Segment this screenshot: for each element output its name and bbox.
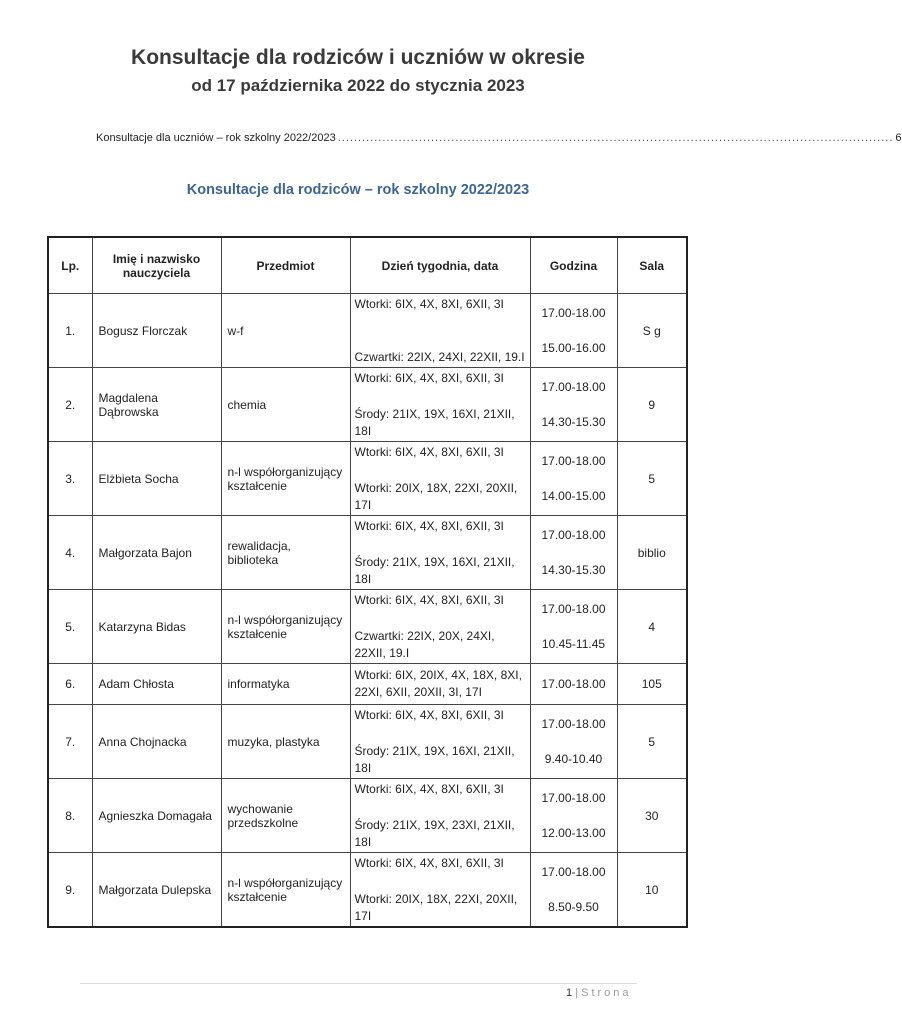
toc-dots: .........................................................................................................................................	[337, 132, 894, 144]
cell-hours	[530, 368, 617, 442]
cell-lp: 2.	[48, 368, 92, 442]
day-schedule: Wtorki: 6IX, 4X, 8XI, 6XII, 3I	[354, 707, 504, 722]
hour-range: 14.30-15.30	[541, 415, 606, 429]
section-heading: Konsultacje dla rodziców – rok szkolny 2022/2023	[186, 182, 530, 198]
table-row	[48, 853, 687, 928]
cell-hours	[530, 294, 617, 368]
footer-label: Strona	[581, 987, 632, 999]
cell-room: 9	[617, 368, 687, 442]
cell-days	[350, 294, 530, 368]
hour-range: 14.00-15.00	[541, 489, 606, 503]
cell-room: biblio	[617, 516, 687, 590]
hour-range: 17.00-18.00	[541, 306, 606, 320]
day-schedule: Wtorki: 6IX, 4X, 8XI, 6XII, 3I	[354, 518, 504, 533]
cell-subject: chemia	[221, 368, 350, 442]
hour-range: 17.00-18.00	[541, 528, 606, 542]
cell-teacher-name: Agnieszka Domagała	[92, 779, 221, 853]
cell-subject: rewalidacja, biblioteka	[221, 516, 350, 590]
cell-teacher-name: Adam Chłosta	[92, 664, 221, 705]
header-name: Imię i nazwisko nauczyciela	[92, 237, 221, 294]
header-room: Sala	[617, 237, 687, 294]
header-subject: Przedmiot	[221, 237, 350, 294]
cell-days	[350, 779, 530, 853]
page-subtitle: od 17 października 2022 do stycznia 2023	[191, 76, 525, 95]
cell-subject: informatyka	[221, 664, 350, 705]
cell-subject: wychowanie przedszkolne	[221, 779, 350, 853]
page-title: Konsultacje dla rodziców i uczniów w okresie	[131, 46, 585, 69]
day-schedule: Środy: 21IX, 19X, 16XI, 21XII, 18I	[354, 743, 515, 775]
day-schedule: Wtorki: 6IX, 4X, 8XI, 6XII, 3I	[354, 444, 504, 459]
cell-lp: 9.	[48, 853, 92, 928]
cell-days	[350, 516, 530, 590]
cell-teacher-name: Elżbieta Socha	[92, 442, 221, 516]
toc-page: 6	[895, 132, 902, 144]
day-schedule: Czwartki: 22IX, 24XI, 22XII, 19.I	[354, 349, 525, 364]
cell-teacher-name: Magdalena Dąbrowska	[92, 368, 221, 442]
cell-lp: 7.	[48, 705, 92, 779]
hour-range: 12.00-13.00	[541, 826, 606, 840]
footer-divider	[80, 983, 637, 984]
day-schedule: Środy: 21IX, 19X, 16XI, 21XII, 18I	[354, 554, 515, 586]
cell-lp: 3.	[48, 442, 92, 516]
cell-room: 4	[617, 590, 687, 664]
cell-days	[350, 705, 530, 779]
cell-days	[350, 590, 530, 664]
hour-range: 17.00-18.00	[541, 677, 606, 691]
cell-teacher-name: Katarzyna Bidas	[92, 590, 221, 664]
cell-room: 10	[617, 853, 687, 928]
cell-hours	[530, 779, 617, 853]
day-schedule: Wtorki: 20IX, 18X, 22XI, 20XII, 17I	[354, 480, 518, 512]
cell-subject: n-l współorganizujący kształcenie	[221, 853, 350, 928]
cell-hours	[530, 664, 617, 705]
hour-range: 17.00-18.00	[541, 454, 606, 468]
cell-hours	[530, 705, 617, 779]
hour-range: 15.00-16.00	[541, 341, 606, 355]
hour-range: 17.00-18.00	[541, 380, 606, 394]
table-row	[48, 442, 687, 516]
hour-range: 17.00-18.00	[541, 717, 606, 731]
table-row	[48, 779, 687, 853]
table-row	[48, 294, 687, 368]
cell-hours	[530, 590, 617, 664]
cell-days	[350, 664, 530, 705]
header-days: Dzień tygodnia, data	[350, 237, 530, 294]
cell-subject: n-l współorganizujący kształcenie	[221, 442, 350, 516]
header-hours: Godzina	[530, 237, 617, 294]
page-footer	[566, 987, 632, 999]
hour-range: 8.50-9.50	[548, 900, 599, 914]
hour-range: 9.40-10.40	[544, 752, 603, 766]
toc-entry[interactable]	[96, 132, 902, 144]
cell-room: 30	[617, 779, 687, 853]
cell-hours	[530, 442, 617, 516]
cell-teacher-name: Małgorzata Dulepska	[92, 853, 221, 928]
cell-lp: 5.	[48, 590, 92, 664]
day-schedule: Środy: 21IX, 19X, 16XI, 21XII, 18I	[354, 406, 515, 438]
cell-days	[350, 368, 530, 442]
day-schedule: Wtorki: 6IX, 4X, 8XI, 6XII, 3I	[354, 592, 504, 607]
footer-page-number: 1	[566, 987, 573, 999]
cell-subject: w-f	[221, 294, 350, 368]
day-schedule: Wtorki: 20IX, 18X, 22XI, 20XII, 17I	[354, 891, 518, 923]
hour-range: 17.00-18.00	[541, 602, 606, 616]
cell-teacher-name: Bogusz Florczak	[92, 294, 221, 368]
table-row	[48, 590, 687, 664]
toc-label: Konsultacje dla uczniów – rok szkolny 2022/2023	[96, 132, 336, 144]
footer-separator: |	[575, 987, 579, 999]
table-header-row	[48, 237, 687, 294]
cell-room: 105	[617, 664, 687, 705]
day-schedule: Czwartki: 22IX, 20X, 24XI, 22XII, 19.I	[354, 628, 495, 660]
cell-room: 5	[617, 705, 687, 779]
hour-range: 10.45-11.45	[541, 637, 606, 651]
cell-hours	[530, 853, 617, 928]
cell-room: S g	[617, 294, 687, 368]
cell-lp: 8.	[48, 779, 92, 853]
cell-days	[350, 442, 530, 516]
cell-subject: n-l współorganizujący kształcenie	[221, 590, 350, 664]
hour-range: 14.30-15.30	[541, 563, 606, 577]
header-lp: Lp.	[48, 237, 92, 294]
cell-teacher-name: Małgorzata Bajon	[92, 516, 221, 590]
cell-lp: 1.	[48, 294, 92, 368]
table-row	[48, 516, 687, 590]
cell-lp: 6.	[48, 664, 92, 705]
hour-range: 17.00-18.00	[541, 791, 606, 805]
day-schedule: Wtorki: 6IX, 4X, 8XI, 6XII, 3I	[354, 855, 504, 870]
day-schedule: Wtorki: 6IX, 4X, 8XI, 6XII, 3I	[354, 781, 504, 796]
consultation-table	[47, 236, 688, 928]
cell-days	[350, 853, 530, 928]
day-schedule: Wtorki: 6IX, 20IX, 4X, 18X, 8XI, 22XI, 6XII, 20XII, 3I, 17I	[354, 668, 522, 699]
cell-teacher-name: Anna Chojnacka	[92, 705, 221, 779]
table-row	[48, 664, 687, 705]
table-row	[48, 705, 687, 779]
table-row	[48, 368, 687, 442]
cell-lp: 4.	[48, 516, 92, 590]
cell-hours	[530, 516, 617, 590]
day-schedule: Środy: 21IX, 19X, 23XI, 21XII, 18I	[354, 817, 515, 849]
cell-room: 5	[617, 442, 687, 516]
day-schedule: Wtorki: 6IX, 4X, 8XI, 6XII, 3I	[354, 370, 504, 385]
cell-subject: muzyka, plastyka	[221, 705, 350, 779]
hour-range: 17.00-18.00	[541, 865, 606, 879]
day-schedule: Wtorki: 6IX, 4X, 8XI, 6XII, 3I	[354, 296, 504, 311]
